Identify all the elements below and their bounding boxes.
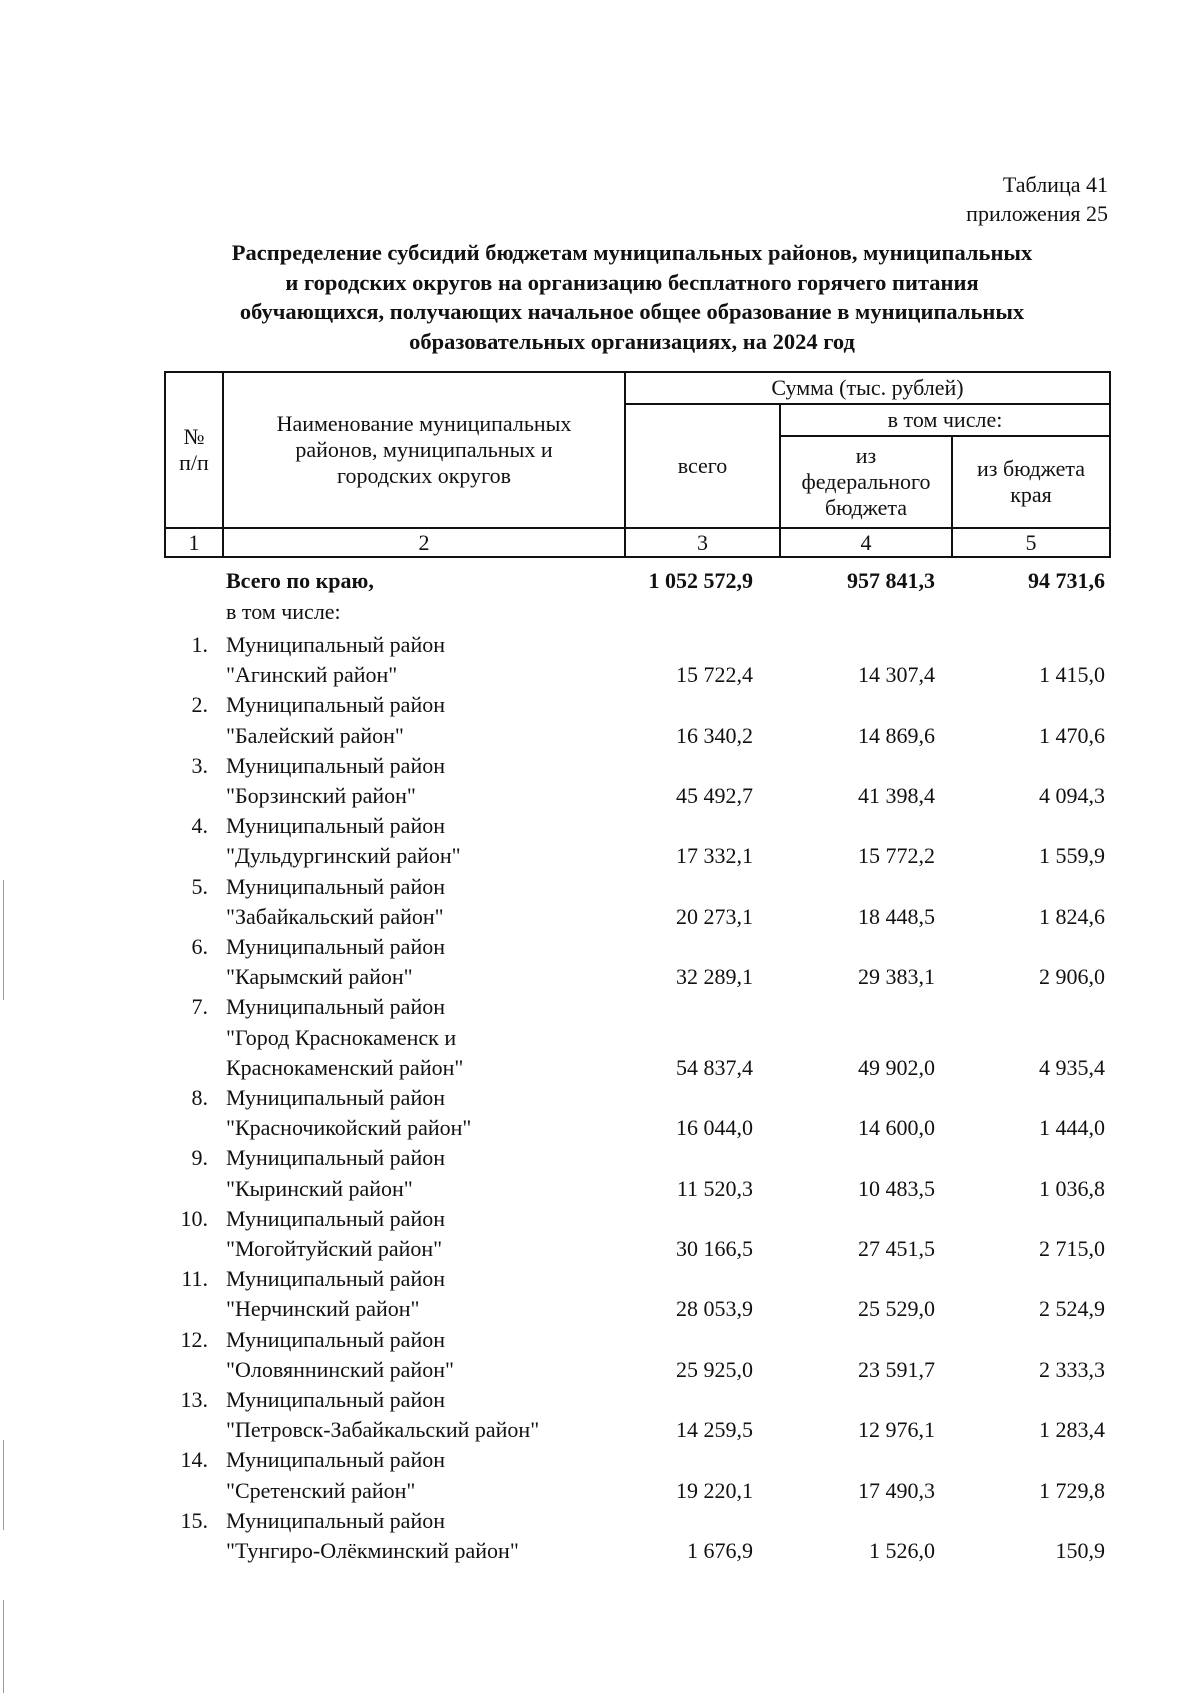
row-region: 1 283,4 bbox=[1039, 1417, 1105, 1443]
table-body bbox=[164, 565, 1109, 1566]
row-federal: 14 600,0 bbox=[858, 1115, 935, 1141]
district-name-line: "Петровск-Забайкальский район" bbox=[226, 1417, 540, 1443]
row-region: 4 935,4 bbox=[1039, 1054, 1105, 1080]
district-name-line: "Сретенский район" bbox=[226, 1477, 416, 1503]
district-name-line: "Дульдургинский район" bbox=[226, 843, 461, 869]
district-name-line: Муниципальный район bbox=[226, 752, 445, 778]
row-total: 30 166,5 bbox=[676, 1236, 753, 1262]
row-region: 4 094,3 bbox=[1039, 783, 1105, 809]
district-name bbox=[226, 872, 606, 932]
district-name bbox=[226, 1143, 606, 1203]
district-name-line: Муниципальный район bbox=[226, 1326, 445, 1352]
row-total: 54 837,4 bbox=[676, 1054, 753, 1080]
header-col-sum: Сумма (тыс. рублей) bbox=[625, 372, 1110, 404]
row-region: 1 470,6 bbox=[1039, 722, 1105, 748]
appendix-number: приложения 25 bbox=[966, 201, 1108, 226]
district-name bbox=[226, 1506, 606, 1566]
table-row bbox=[164, 872, 1109, 932]
district-rows bbox=[164, 630, 1109, 1566]
row-number: 8. bbox=[191, 1085, 208, 1111]
district-name-line: "Нерчинский район" bbox=[226, 1296, 420, 1322]
scan-edge-mark bbox=[3, 1440, 4, 1530]
district-name-line: Муниципальный район bbox=[226, 873, 445, 899]
column-number: 1 bbox=[165, 528, 223, 557]
title-line: Распределение субсидий бюджетам муниципальных районов, муниципальных bbox=[231, 240, 1033, 265]
row-number: 4. bbox=[191, 813, 208, 839]
row-federal: 17 490,3 bbox=[858, 1477, 935, 1503]
row-region: 1 824,6 bbox=[1039, 903, 1105, 929]
including-label: в том числе: bbox=[226, 599, 341, 624]
district-name bbox=[226, 1445, 606, 1505]
district-name-line: "Оловяннинский район" bbox=[226, 1356, 454, 1382]
header-col-total: всего bbox=[625, 404, 780, 528]
row-total: 15 722,4 bbox=[676, 662, 753, 688]
row-federal: 49 902,0 bbox=[858, 1054, 935, 1080]
header-col-federal: из федерального бюджета bbox=[780, 436, 952, 528]
district-name-line: "Тунгиро-Олёкминский район" bbox=[226, 1538, 519, 1564]
row-number: 12. bbox=[180, 1326, 208, 1352]
column-number: 5 bbox=[952, 528, 1110, 557]
scan-edge-mark bbox=[3, 1600, 4, 1693]
table-row bbox=[164, 751, 1109, 811]
title-line: обучающихся, получающих начальное общее образование в муниципальных bbox=[239, 299, 1025, 324]
district-name-line: "Балейский район" bbox=[226, 722, 404, 748]
row-number: 13. bbox=[180, 1387, 208, 1413]
total-sum: 1 052 572,9 bbox=[648, 568, 753, 593]
district-name-line: Муниципальный район bbox=[226, 1085, 445, 1111]
row-federal: 14 307,4 bbox=[858, 662, 935, 688]
district-name-line: Муниципальный район bbox=[226, 1387, 445, 1413]
title-line: и городских округов на организацию бесплатного горячего питания bbox=[285, 269, 979, 295]
district-name bbox=[226, 1264, 606, 1324]
table-row bbox=[164, 1083, 1109, 1143]
column-number: 4 bbox=[780, 528, 952, 557]
row-total: 16 044,0 bbox=[676, 1115, 753, 1141]
row-number: 2. bbox=[191, 692, 208, 718]
district-name-line: "Агинский район" bbox=[226, 662, 398, 688]
row-federal: 27 451,5 bbox=[858, 1236, 935, 1262]
total-label: Всего по краю, bbox=[226, 568, 374, 593]
district-name-line: "Кыринский район" bbox=[226, 1175, 413, 1201]
row-federal: 18 448,5 bbox=[858, 903, 935, 929]
district-name-line: "Забайкальский район" bbox=[226, 903, 444, 929]
column-number: 3 bbox=[625, 528, 780, 557]
row-federal: 23 591,7 bbox=[858, 1356, 935, 1382]
row-total: 17 332,1 bbox=[676, 843, 753, 869]
row-number: 6. bbox=[191, 934, 208, 960]
row-number: 5. bbox=[191, 873, 208, 899]
row-number: 11. bbox=[181, 1266, 208, 1292]
row-region: 2 715,0 bbox=[1039, 1236, 1105, 1262]
row-region: 1 444,0 bbox=[1039, 1115, 1105, 1141]
row-region: 2 906,0 bbox=[1039, 964, 1105, 990]
district-name-line: "Карымский район" bbox=[226, 964, 413, 990]
row-federal: 25 529,0 bbox=[858, 1296, 935, 1322]
table-row bbox=[164, 690, 1109, 750]
district-name-line: Краснокаменский район" bbox=[226, 1054, 464, 1080]
row-total: 16 340,2 bbox=[676, 722, 753, 748]
title-line: образовательных организациях, на 2024 год bbox=[409, 328, 855, 354]
district-name-line: Муниципальный район bbox=[226, 692, 445, 718]
table-row bbox=[164, 1506, 1109, 1566]
row-federal: 14 869,6 bbox=[858, 722, 935, 748]
table-row bbox=[164, 992, 1109, 1083]
table-row bbox=[164, 1385, 1109, 1445]
row-total: 45 492,7 bbox=[676, 783, 753, 809]
district-name bbox=[226, 811, 606, 871]
table-row bbox=[164, 1143, 1109, 1203]
district-name-line: Муниципальный район bbox=[226, 1145, 445, 1171]
district-name-line: Муниципальный район bbox=[226, 994, 445, 1020]
row-total: 1 676,9 bbox=[687, 1538, 753, 1564]
row-number: 1. bbox=[191, 632, 208, 657]
district-name bbox=[226, 932, 606, 992]
row-region: 1 415,0 bbox=[1039, 662, 1105, 688]
row-region: 1 729,8 bbox=[1039, 1477, 1105, 1503]
row-region: 1 036,8 bbox=[1039, 1175, 1105, 1201]
row-total: 11 520,3 bbox=[676, 1175, 753, 1201]
row-region: 2 524,9 bbox=[1039, 1296, 1105, 1322]
document-title bbox=[150, 238, 1114, 356]
district-name bbox=[226, 1325, 606, 1385]
district-name-line: Муниципальный район bbox=[226, 632, 445, 657]
row-number: 14. bbox=[180, 1447, 208, 1473]
total-region: 94 731,6 bbox=[1028, 568, 1105, 593]
column-number: 2 bbox=[223, 528, 625, 557]
table-row bbox=[164, 630, 1109, 690]
scan-edge-mark bbox=[3, 880, 4, 1000]
row-region: 150,9 bbox=[1055, 1538, 1105, 1564]
district-name bbox=[226, 1385, 606, 1445]
row-number: 7. bbox=[191, 994, 208, 1020]
row-total: 20 273,1 bbox=[676, 903, 753, 929]
district-name-line: Муниципальный район bbox=[226, 1507, 445, 1533]
district-name bbox=[226, 690, 606, 750]
row-federal: 12 976,1 bbox=[858, 1417, 935, 1443]
row-total: 28 053,9 bbox=[676, 1296, 753, 1322]
row-federal: 10 483,5 bbox=[858, 1175, 935, 1201]
district-name bbox=[226, 751, 606, 811]
district-name-line: Муниципальный район bbox=[226, 1266, 445, 1292]
table-reference bbox=[966, 170, 1108, 228]
district-name-line: Муниципальный район bbox=[226, 1205, 445, 1231]
row-federal: 41 398,4 bbox=[858, 783, 935, 809]
header-col-number: № п/п bbox=[165, 372, 223, 528]
row-region: 2 333,3 bbox=[1039, 1356, 1105, 1382]
district-name bbox=[226, 1083, 606, 1143]
table-row bbox=[164, 1264, 1109, 1324]
district-name bbox=[226, 630, 606, 690]
row-federal: 1 526,0 bbox=[869, 1538, 935, 1564]
table-row bbox=[164, 1445, 1109, 1505]
row-region: 1 559,9 bbox=[1039, 843, 1105, 869]
district-name-line: "Борзинский район" bbox=[226, 783, 416, 809]
table-header bbox=[164, 371, 1111, 558]
total-row bbox=[164, 565, 1109, 599]
district-name-line: "Город Краснокаменск и bbox=[226, 1024, 457, 1050]
table-row bbox=[164, 1204, 1109, 1264]
row-number: 9. bbox=[191, 1145, 208, 1171]
header-col-region: из бюджета края bbox=[952, 436, 1110, 528]
row-federal: 15 772,2 bbox=[858, 843, 935, 869]
table-row bbox=[164, 932, 1109, 992]
district-name-line: Муниципальный район bbox=[226, 934, 445, 960]
row-number: 15. bbox=[180, 1507, 208, 1533]
header-col-name: Наименование муниципальных районов, муниципальных и городских округов bbox=[223, 372, 625, 528]
row-number: 10. bbox=[180, 1205, 208, 1231]
table-row bbox=[164, 811, 1109, 871]
row-total: 19 220,1 bbox=[676, 1477, 753, 1503]
row-federal: 29 383,1 bbox=[858, 964, 935, 990]
row-total: 32 289,1 bbox=[676, 964, 753, 990]
total-federal: 957 841,3 bbox=[847, 568, 935, 593]
row-number: 3. bbox=[191, 752, 208, 778]
table-number: Таблица 41 bbox=[1002, 172, 1108, 197]
district-name bbox=[226, 992, 606, 1083]
row-total: 25 925,0 bbox=[676, 1356, 753, 1382]
district-name-line: Муниципальный район bbox=[226, 1447, 445, 1473]
district-name-line: "Могойтуйский район" bbox=[226, 1236, 443, 1262]
district-name-line: "Красночикойский район" bbox=[226, 1115, 472, 1141]
header-col-including: в том числе: bbox=[780, 404, 1110, 436]
district-name-line: Муниципальный район bbox=[226, 813, 445, 839]
row-total: 14 259,5 bbox=[676, 1417, 753, 1443]
district-name bbox=[226, 1204, 606, 1264]
including-row bbox=[164, 599, 1109, 630]
table-row bbox=[164, 1325, 1109, 1385]
